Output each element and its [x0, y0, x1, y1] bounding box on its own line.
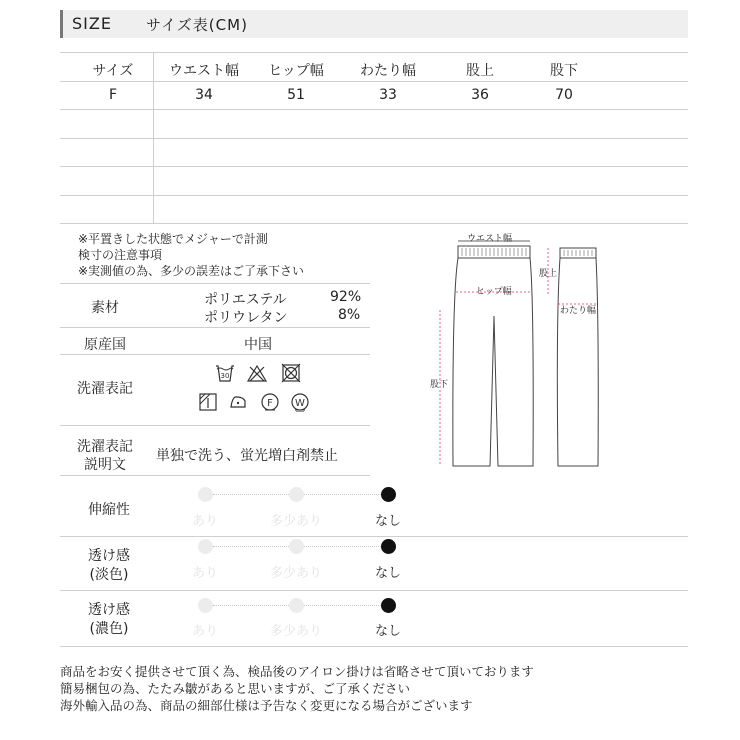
diagram-rise-label: 股上	[539, 269, 558, 279]
header-accent-bar	[60, 10, 63, 38]
sheer-dark-label-1: 透け感	[88, 602, 130, 618]
header-hip: ヒップ幅	[268, 63, 324, 79]
svg-text:30: 30	[220, 372, 230, 380]
material-pct-2: 8%	[338, 307, 361, 323]
material-pct-1: 92%	[330, 289, 362, 305]
header-inseam: 股下	[550, 63, 578, 79]
svg-text:F: F	[267, 398, 273, 409]
diagram-thigh-label: わたり幅	[560, 306, 597, 316]
sheer-dark-option-3: なし	[374, 624, 401, 639]
size-table-title: サイズ表(CM)	[146, 16, 248, 34]
cell-waist: 34	[195, 87, 213, 103]
diagram-hip-label: ヒップ幅	[476, 287, 512, 297]
line-dry-shade-icon	[198, 392, 218, 412]
footer-note-3: 海外輸入品の為、商品の細部仕様は予告なく変更になる場合がございます	[60, 698, 473, 713]
sheer-dark-dot-3	[381, 598, 396, 613]
material-name-2: ポリウレタン	[204, 310, 288, 326]
cell-thigh: 33	[379, 87, 397, 103]
origin-value: 中国	[244, 337, 272, 353]
sheer-dark-label-2: (濃色)	[89, 621, 129, 637]
size-label: SIZE	[72, 14, 112, 33]
stretch-option-2: 多少あり	[269, 514, 322, 529]
sheer-dark-dot-1	[198, 598, 213, 613]
stretch-dot-3	[381, 487, 396, 502]
wet-clean-w-icon	[290, 392, 310, 412]
sheer-light-label-2: (淡色)	[89, 567, 129, 583]
svg-text:W: W	[295, 398, 305, 409]
stretch-option-3: なし	[374, 514, 401, 529]
stretch-option-1: あり	[191, 514, 218, 529]
sheer-dark-option-2: 多少あり	[269, 624, 322, 639]
material-label: 素材	[91, 300, 119, 316]
origin-label: 原産国	[84, 337, 126, 353]
sheer-light-dot-2	[289, 539, 304, 554]
wash-30-icon	[215, 363, 235, 383]
care-label: 洗濯表記	[77, 381, 133, 397]
sheer-light-option-1: あり	[191, 566, 218, 581]
stretch-dot-2	[289, 487, 304, 502]
pants-diagram	[428, 226, 608, 471]
sheer-light-option-3: なし	[374, 566, 401, 581]
cell-hip: 51	[287, 87, 305, 103]
sheer-light-dot-1	[198, 539, 213, 554]
cell-size: F	[108, 87, 118, 103]
note-measure: ※平置きした状態でメジャーで計測	[78, 232, 268, 246]
header-rise: 股上	[466, 63, 494, 79]
note-caution-title: 検寸の注意事項	[78, 248, 163, 262]
stretch-dot-1	[198, 487, 213, 502]
footer-note-2: 簡易梱包の為、たたみ皺があると思いますが、ご了承ください	[60, 681, 411, 696]
footer-note-1: 商品をお安く提供させて頂く為、検品後のアイロン掛けは省略させて頂いております	[60, 664, 534, 679]
sheer-light-dot-3	[381, 539, 396, 554]
note-tolerance: ※実測値の為、多少の誤差はご了承下さい	[78, 264, 305, 278]
header-thigh: わたり幅	[360, 63, 416, 79]
sheer-light-option-2: 多少あり	[269, 566, 322, 581]
no-bleach-icon	[247, 363, 267, 383]
cell-rise: 36	[471, 87, 489, 103]
material-name-1: ポリエステル	[204, 292, 287, 308]
header-waist: ウエスト幅	[169, 63, 239, 79]
care-desc-label-1: 洗濯表記	[77, 439, 133, 455]
no-tumble-dry-icon	[281, 363, 301, 383]
sheer-dark-dot-2	[289, 598, 304, 613]
cell-inseam: 70	[555, 87, 573, 103]
sheer-light-label-1: 透け感	[88, 548, 130, 564]
stretch-label: 伸縮性	[88, 502, 130, 518]
diagram-inseam-label: 股下	[430, 380, 449, 390]
diagram-waist-label: ウエスト幅	[467, 234, 513, 244]
low-iron-icon	[228, 392, 248, 412]
care-desc-value: 単独で洗う、蛍光増白剤禁止	[156, 448, 338, 464]
dry-clean-f-icon	[260, 392, 280, 412]
sheer-dark-option-1: あり	[191, 624, 218, 639]
header-size: サイズ	[92, 63, 134, 79]
care-desc-label-2: 説明文	[84, 457, 126, 473]
